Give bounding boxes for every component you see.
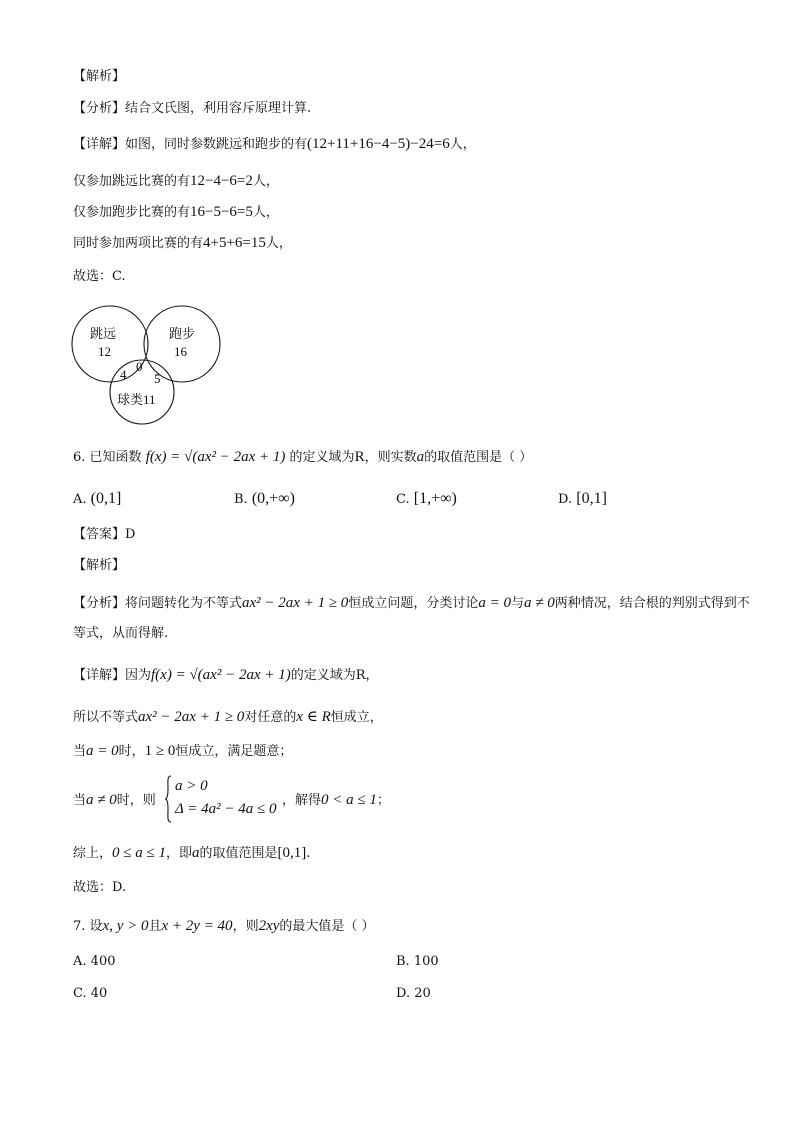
detail-line-4 [73, 234, 754, 253]
q6-analysis [73, 588, 754, 649]
q6-detail-suffix: ； [376, 793, 390, 808]
q6-detail-1 [73, 666, 754, 685]
venn-label-ball: 球类11 [117, 392, 156, 407]
option-label: C. [396, 492, 410, 507]
q6-detail-variable: a [192, 845, 200, 861]
q6-detail-mid: ，即 [165, 846, 192, 861]
q6-case-1: a = 0 [478, 595, 511, 611]
detail-prefix: 仅参加跑步比赛的有 [73, 205, 191, 220]
option-value: 40 [90, 986, 108, 1001]
q6-analysis-inequality: ax² − 2ax + 1 ≥ 0 [242, 595, 349, 611]
option-label: B. [234, 492, 248, 507]
option-label: A. [73, 492, 87, 507]
q6-analysis-tag: 【解析】 [73, 558, 126, 573]
system-brace-icon [164, 775, 172, 823]
q6-detail-2 [73, 708, 754, 727]
q6-detail-solve: ，解得 [282, 793, 322, 808]
detail-suffix: 人， [265, 236, 292, 251]
detail-prefix: 同时参加两项比赛的有 [73, 236, 204, 251]
q6-detail-result: 0 < a ≤ 1 [321, 792, 377, 808]
q6-option-c[interactable] [396, 490, 457, 509]
option-value: [1,+∞) [413, 490, 457, 507]
analysis-line: 【分析】结合文氏图，利用容斥原理计算. [73, 101, 312, 116]
q6-detail-inequality: ax² − 2ax + 1 ≥ 0 [138, 709, 245, 725]
q6-analysis-mid: 恒成立问题，分类讨论 [348, 596, 479, 611]
q6-variable: a [416, 449, 425, 465]
q6-detail-suffix: 恒成立， [330, 710, 383, 725]
option-value: (0,+∞) [251, 490, 295, 507]
q6-case-2: a ≠ 0 [523, 595, 555, 611]
option-value: [0,1] [576, 490, 607, 507]
detail-expression: 4+5+6=15 [203, 235, 266, 251]
q7-option-b[interactable] [396, 953, 439, 971]
q6-detail-mid: 对任意的 [244, 710, 297, 725]
detail-expression: (12+11+16−4−5)−24=6 [307, 136, 450, 152]
venn-count-run: 16 [174, 344, 187, 359]
q6-detail-end: . [306, 846, 311, 861]
q6-detail-condition: a ≠ 0 [86, 792, 117, 808]
q6-detail-function: f(x) = √(ax² − 2ax + 1) [151, 667, 291, 683]
q7-expression: 2xy [258, 918, 280, 934]
detail-prefix: 【详解】如图，同时参数跳远和跑步的有 [73, 137, 308, 152]
option-label: D. [558, 492, 573, 507]
q6-analysis-and: 与 [510, 596, 524, 611]
q6-detail-suffix: 恒成立，满足题意； [175, 744, 293, 759]
option-value: (0,1] [90, 490, 122, 507]
q7-option-d[interactable] [396, 985, 431, 1003]
detail-expression: 12−4−6=2 [190, 173, 253, 189]
option-value: 400 [90, 954, 116, 969]
q6-detail-prefix: 综上， [73, 846, 113, 861]
detail-suffix: 人， [252, 205, 279, 220]
q6-detail-mid: 时， [118, 744, 145, 759]
q6-function: f(x) = √(ax² − 2ax + 1) [145, 449, 286, 465]
q6-detail-3 [73, 742, 754, 761]
venn-diagram [70, 298, 230, 430]
q6-detail-range: 0 ≤ a ≤ 1 [112, 845, 166, 861]
venn-overlap-jump-ball: 4 [120, 367, 127, 382]
q6-analysis-prefix: 【分析】将问题转化为不等式 [73, 596, 243, 611]
q6-stem-suffix: 的取值范围是（ ） [424, 450, 533, 465]
detail-expression: 16−5−6=5 [190, 204, 253, 220]
detail-suffix: 人， [252, 174, 279, 189]
option-label: B. [396, 954, 410, 969]
venn-overlap-run-ball: 5 [154, 371, 161, 386]
q6-detail-5 [73, 844, 754, 863]
q6-system-line-1: a > 0 [175, 778, 208, 794]
q6-answer-line: 故选：D. [73, 880, 127, 895]
q6-option-a[interactable] [73, 490, 121, 509]
q7-stem-mid2: ，则 [232, 919, 259, 934]
option-value: 20 [414, 986, 431, 1001]
q7-stem-mid: 且 [148, 919, 162, 934]
detail-suffix: 人， [449, 137, 476, 152]
q6-detail-interval: [0,1] [277, 845, 307, 861]
q6-stem-mid2: ，则实数 [364, 450, 417, 465]
venn-overlap-all: 0 [136, 359, 143, 374]
q6-detail-inequality: 1 ≥ 0 [144, 743, 176, 759]
q6-detail-prefix: 当 [73, 744, 87, 759]
detail-prefix: 仅参加跳远比赛的有 [73, 174, 191, 189]
option-label: C. [73, 986, 87, 1001]
q6-stem-prefix: 6. 已知函数 [73, 450, 142, 465]
q6-system [175, 775, 277, 821]
q6-detail-mid: 时，则 [116, 793, 156, 808]
q6-detail-4-solution [282, 791, 754, 810]
q6-stem [73, 448, 754, 467]
q6-answer-tag: 【答案】D [73, 527, 136, 542]
q6-option-b[interactable] [234, 490, 295, 509]
q7-stem-suffix: 的最大值是（ ） [279, 919, 375, 934]
venn-count-jump: 12 [98, 344, 111, 359]
venn-label-jump: 跳远 [90, 326, 117, 341]
venn-label-run: 跑步 [169, 326, 196, 341]
detail-line-3 [73, 203, 754, 222]
q6-R: R [354, 449, 365, 465]
answer-line: 故选：C. [73, 269, 126, 284]
analysis-tag: 【解析】 [73, 69, 126, 84]
q7-variables: x, y > 0 [102, 918, 149, 934]
option-value: 100 [413, 954, 439, 969]
q6-analysis-suffix: 两种情况，结合根的判别式得到不等式，从而得解. [73, 596, 750, 641]
q6-detail-prefix: 【详解】因为 [73, 668, 152, 683]
q6-stem-mid: 的定义域为 [289, 450, 355, 465]
q6-detail-condition: a = 0 [86, 743, 119, 759]
q6-detail-prefix: 当 [73, 793, 87, 808]
q6-system-line-2: Δ = 4a² − 4a ≤ 0 [175, 801, 277, 817]
option-label: A. [73, 954, 87, 969]
q7-stem [73, 917, 754, 936]
q7-option-c[interactable] [73, 985, 107, 1003]
q6-detail-domain: x ∈ R [296, 709, 331, 725]
q6-detail-mid2: 的取值范围是 [199, 846, 278, 861]
q7-stem-prefix: 7. 设 [73, 919, 103, 934]
q6-option-d[interactable] [558, 490, 607, 509]
detail-line-1 [73, 135, 754, 154]
q7-option-a[interactable] [73, 953, 116, 971]
detail-line-2 [73, 172, 754, 191]
q6-detail-suffix: 的定义域为R， [290, 668, 379, 683]
q7-equation: x + 2y = 40 [161, 918, 233, 934]
q6-detail-prefix: 所以不等式 [73, 710, 139, 725]
q6-detail-4-prefix [73, 791, 156, 810]
option-label: D. [396, 986, 411, 1001]
